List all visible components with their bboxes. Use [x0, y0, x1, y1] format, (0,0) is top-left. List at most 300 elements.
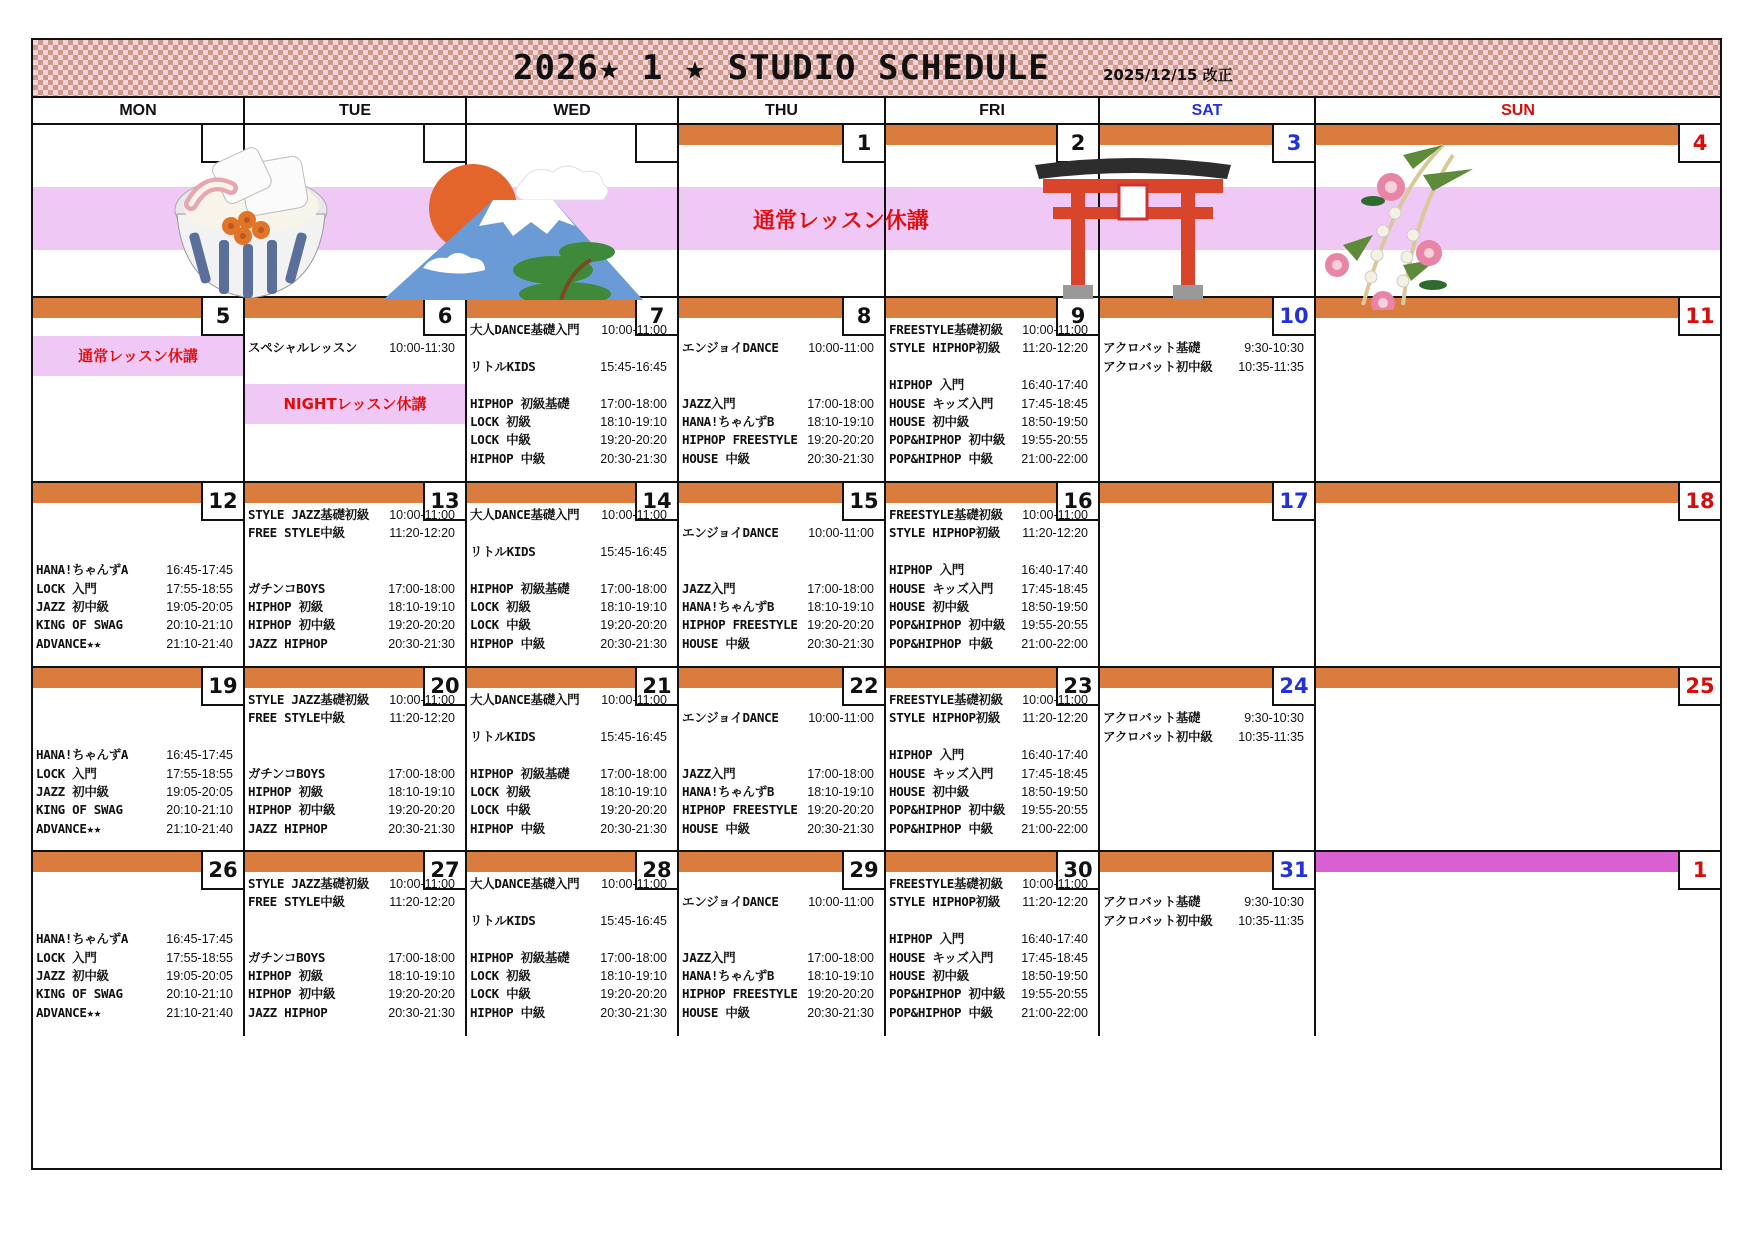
lesson-row: [889, 984, 1088, 1004]
lesson-name: ADVANCE★★: [36, 635, 102, 651]
day-number: 28: [635, 852, 677, 890]
day-number: 20: [423, 668, 465, 706]
lesson-row: [470, 800, 667, 820]
lesson-time: 18:10-19:10: [807, 969, 874, 983]
lesson-name: リトルKIDS: [470, 358, 536, 374]
lesson-time: 11:20-12:20: [1022, 526, 1088, 541]
weekday-header-mon: MON: [33, 98, 245, 125]
lesson-time: 18:10-19:10: [600, 785, 667, 799]
lesson-row: [248, 338, 455, 358]
lesson-time: 15:45-16:45: [600, 359, 667, 374]
lesson-row: [470, 357, 667, 377]
lesson-time: 17:00-18:00: [807, 396, 874, 411]
lesson-name: HOUSE 中級: [682, 635, 750, 651]
lesson-time: 17:55-18:55: [166, 581, 233, 596]
lesson-name: KING OF SWAG: [36, 802, 123, 818]
lesson-name: POP&HIPHOP 中級: [889, 1004, 993, 1020]
lesson-name: KING OF SWAG: [36, 617, 123, 633]
lesson-name: アクロバット基礎: [1103, 894, 1201, 910]
day-cell-30: [886, 852, 1100, 1036]
lesson-name: HOUSE キッズ入門: [889, 949, 994, 965]
lesson-time: 17:00-18:00: [600, 950, 667, 965]
lesson-row: [36, 948, 233, 968]
lesson-name: JAZZ入門: [682, 580, 736, 596]
lesson-name: HOUSE キッズ入門: [889, 580, 994, 596]
lesson-name: HANA!ちゃんずB: [682, 599, 775, 614]
lesson-row: [470, 727, 667, 747]
lesson-name: エンジョイDANCE: [682, 340, 779, 356]
lesson-row: [470, 542, 667, 562]
lesson-time: 10:00-11:00: [601, 693, 667, 707]
lesson-row: [470, 615, 667, 635]
lesson-name: KING OF SWAG: [36, 986, 123, 1002]
lesson-row: [248, 948, 455, 968]
lesson-name: HOUSE キッズ入門: [889, 765, 994, 781]
lesson-time: 16:40-17:40: [1021, 932, 1088, 947]
lesson-row: [682, 892, 874, 912]
lesson-time: 20:30-21:30: [600, 1005, 667, 1020]
lesson-time: 10:00-11:00: [808, 526, 874, 541]
day-cell-26: [33, 852, 245, 1036]
lesson-row: [682, 800, 874, 820]
lesson-name: HOUSE 初中級: [889, 414, 969, 429]
lesson-name: STYLE HIPHOP初級: [889, 525, 1001, 541]
lesson-time: 16:45-17:45: [166, 932, 233, 947]
lesson-time: 19:20-20:20: [807, 433, 874, 448]
lesson-name: JAZZ入門: [682, 395, 736, 411]
lesson-name: JAZZ HIPHOP: [248, 635, 328, 651]
lesson-name: HANA!ちゃんずA: [36, 931, 129, 947]
lesson-time: 10:00-11:00: [808, 895, 874, 910]
lesson-name: HIPHOP 中級: [470, 635, 545, 651]
lesson-row: [889, 505, 1088, 525]
lesson-row: [248, 966, 455, 986]
day-cell-15: [679, 483, 886, 668]
lesson-name: LOCK 入門: [36, 765, 97, 781]
day-cell-18: [1316, 483, 1720, 668]
torii-gate-icon: [1033, 145, 1233, 304]
lesson-row: [889, 819, 1088, 839]
day-number: 22: [842, 668, 884, 706]
lesson-name: POP&HIPHOP 初中級: [889, 617, 1006, 633]
lesson-name: ADVANCE★★: [36, 1004, 102, 1020]
day-cell-22: [679, 668, 886, 852]
lesson-row: [682, 634, 874, 654]
lesson-time: 18:50-19:50: [1021, 415, 1088, 429]
day-number: 27: [423, 852, 465, 890]
day-cell-9: [886, 298, 1100, 483]
lesson-time: 11:20-12:20: [1022, 711, 1088, 726]
lesson-row: [1103, 338, 1304, 358]
lesson-name: HIPHOP 入門: [889, 562, 964, 578]
lesson-time: 19:20-20:20: [388, 987, 455, 1002]
lesson-row: [36, 634, 233, 654]
day-number: 6: [423, 298, 465, 336]
lesson-time: 20:10-21:10: [166, 618, 233, 633]
lesson-row: [470, 430, 667, 450]
lesson-row: [889, 449, 1088, 469]
lesson-name: ガチンコBOYS: [248, 580, 326, 596]
lesson-time: 17:00-18:00: [388, 950, 455, 965]
lesson-time: 21:10-21:40: [166, 821, 233, 836]
lesson-row: [248, 800, 455, 820]
lesson-time: 20:10-21:10: [166, 803, 233, 818]
day-number: 9: [1056, 298, 1098, 336]
lesson-row: [889, 394, 1088, 414]
lesson-name: POP&HIPHOP 初中級: [889, 432, 1006, 448]
lesson-name: POP&HIPHOP 中級: [889, 635, 993, 651]
lesson-time: 19:20-20:20: [807, 803, 874, 818]
lesson-row: [889, 782, 1088, 802]
day-cell-19: [33, 668, 245, 852]
day-cell-5: [33, 298, 245, 483]
lesson-row: [36, 1003, 233, 1023]
lesson-time: 15:45-16:45: [600, 913, 667, 928]
day-number: 31: [1272, 852, 1314, 890]
lesson-time: 17:45-18:45: [1021, 950, 1088, 965]
lesson-row: [682, 708, 874, 728]
day-cell-25: [1316, 668, 1720, 852]
lesson-row: [889, 948, 1088, 968]
lesson-time: 18:50-19:50: [1021, 969, 1088, 983]
day-number: 7: [635, 298, 677, 336]
lesson-time: 10:00-11:00: [1022, 693, 1088, 707]
lesson-time: 19:20-20:20: [600, 987, 667, 1002]
lesson-time: 20:30-21:30: [600, 636, 667, 651]
lesson-name: STYLE HIPHOP初級: [889, 894, 1001, 910]
weekday-header-sun: SUN: [1316, 98, 1720, 125]
lesson-row: [889, 523, 1088, 543]
schedule-sheet: [31, 38, 1722, 1170]
lesson-time: 16:40-17:40: [1021, 378, 1088, 393]
lesson-name: HIPHOP 初中級: [248, 802, 336, 818]
lesson-name: FREE STYLE中級: [248, 525, 345, 541]
revised-date: 2025/12/15 改正: [1103, 66, 1233, 84]
lesson-row: [36, 984, 233, 1004]
lesson-row: [248, 523, 455, 543]
lesson-time: 17:45-18:45: [1021, 766, 1088, 781]
lesson-row: [889, 966, 1088, 986]
day-band: [1316, 483, 1720, 503]
lesson-time: 19:20-20:20: [807, 618, 874, 633]
lesson-row: [470, 1003, 667, 1023]
lesson-row: [889, 320, 1088, 340]
closed-notice: NIGHTレッスン休講: [245, 384, 465, 424]
lesson-row: [682, 523, 874, 543]
day-number: 25: [1678, 668, 1720, 706]
lesson-time: 11:20-12:20: [1022, 895, 1088, 910]
lesson-name: LOCK 中級: [470, 986, 531, 1002]
day-cell-20: [245, 668, 467, 852]
lesson-row: [248, 782, 455, 802]
lesson-name: HIPHOP 初級基礎: [470, 765, 570, 781]
lesson-name: FREESTYLE基礎初級: [889, 507, 1003, 522]
lesson-row: [682, 394, 874, 414]
lesson-time: 16:45-17:45: [166, 748, 233, 763]
lesson-row: [470, 690, 667, 710]
lesson-row: [36, 929, 233, 949]
lesson-row: [889, 597, 1088, 617]
day-cell-16: [886, 483, 1100, 668]
lesson-name: FREESTYLE基礎初級: [889, 322, 1003, 337]
lesson-row: [470, 505, 667, 525]
lesson-row: [682, 1003, 874, 1023]
lesson-row: [889, 338, 1088, 358]
day-cell-6: [245, 298, 467, 483]
lesson-time: 10:00-11:00: [389, 877, 455, 891]
lesson-name: STYLE HIPHOP初級: [889, 340, 1001, 356]
lesson-name: POP&HIPHOP 中級: [889, 820, 993, 836]
lesson-row: [682, 338, 874, 358]
day-cell-13: [245, 483, 467, 668]
day-number: 2: [1056, 125, 1098, 163]
lesson-time: 10:00-11:00: [389, 508, 455, 522]
lesson-row: [36, 560, 233, 580]
day-cell-28: [467, 852, 679, 1036]
lesson-row: [248, 505, 455, 525]
day-number: 15: [842, 483, 884, 521]
day-number: 16: [1056, 483, 1098, 521]
page-title: 2026★ 1 ★ STUDIO SCHEDULE: [513, 48, 1050, 88]
lesson-row: [36, 615, 233, 635]
lesson-time: 17:00-18:00: [600, 581, 667, 596]
lesson-name: ADVANCE★★: [36, 820, 102, 836]
lesson-name: JAZZ 初中級: [36, 599, 109, 614]
lesson-row: [682, 966, 874, 986]
lesson-time: 21:10-21:40: [166, 636, 233, 651]
lesson-time: 10:00-11:00: [1022, 877, 1088, 891]
soup-bowl-icon: [163, 140, 338, 309]
lesson-row: [470, 634, 667, 654]
lesson-row: [682, 449, 874, 469]
lesson-name: 大人DANCE基礎入門: [470, 507, 580, 522]
lesson-row: [889, 929, 1088, 949]
lesson-row: [682, 819, 874, 839]
lesson-row: [36, 597, 233, 617]
day-number: 1: [842, 125, 884, 163]
lesson-time: 19:05-20:05: [166, 785, 233, 799]
lesson-name: HOUSE 中級: [682, 1004, 750, 1020]
lesson-name: HANA!ちゃんずA: [36, 747, 129, 763]
lesson-time: 17:45-18:45: [1021, 581, 1088, 596]
lesson-row: [36, 745, 233, 765]
lesson-row: [248, 690, 455, 710]
day-number: 24: [1272, 668, 1314, 706]
lesson-name: LOCK 入門: [36, 580, 97, 596]
lesson-time: 18:10-19:10: [388, 969, 455, 983]
day-cell-14: [467, 483, 679, 668]
day-number: 10: [1272, 298, 1314, 336]
lesson-name: HOUSE 初中級: [889, 599, 969, 614]
lesson-row: [248, 634, 455, 654]
lesson-name: 大人DANCE基礎入門: [470, 322, 580, 337]
week1-closed-notice: 通常レッスン休講: [753, 209, 929, 234]
lesson-name: FREESTYLE基礎初級: [889, 692, 1003, 707]
lesson-time: 21:00-22:00: [1021, 821, 1088, 836]
lesson-name: LOCK 中級: [470, 802, 531, 818]
plum-blossom-icon: [1283, 135, 1503, 314]
day-number: 29: [842, 852, 884, 890]
lesson-time: 10:00-11:00: [1022, 323, 1088, 337]
lesson-time: 11:20-12:20: [389, 711, 455, 726]
lesson-name: リトルKIDS: [470, 912, 536, 928]
lesson-time: 17:00-18:00: [807, 581, 874, 596]
weekday-header-fri: FRI: [886, 98, 1100, 125]
lesson-time: 18:10-19:10: [388, 600, 455, 614]
lesson-row: [248, 984, 455, 1004]
lesson-name: HIPHOP FREESTYLE: [682, 617, 798, 633]
lesson-name: HIPHOP 初中級: [248, 617, 336, 633]
lesson-time: 15:45-16:45: [600, 544, 667, 559]
lesson-row: [248, 708, 455, 728]
day-number: 5: [201, 298, 243, 336]
day-number: 8: [842, 298, 884, 336]
day-cell-24: [1100, 668, 1316, 852]
lesson-name: HIPHOP FREESTYLE: [682, 802, 798, 818]
lesson-row: [470, 320, 667, 340]
lesson-time: 20:30-21:30: [807, 636, 874, 651]
lesson-row: [889, 375, 1088, 395]
lesson-row: [1103, 911, 1304, 931]
lesson-name: ガチンコBOYS: [248, 949, 326, 965]
lesson-time: 10:00-11:30: [389, 341, 455, 356]
lesson-name: LOCK 初級: [470, 414, 531, 429]
day-cell-21: [467, 668, 679, 852]
lesson-time: 17:00-18:00: [600, 766, 667, 781]
lesson-name: HIPHOP 初中級: [248, 986, 336, 1002]
lesson-time: 20:30-21:30: [388, 1005, 455, 1020]
day-number: 18: [1678, 483, 1720, 521]
lesson-name: ガチンコBOYS: [248, 765, 326, 781]
day-number: 3: [1272, 125, 1314, 163]
lesson-name: HANA!ちゃんずB: [682, 414, 775, 429]
lesson-name: HIPHOP 初級: [248, 784, 323, 799]
day-number: 12: [201, 483, 243, 521]
lesson-name: アクロバット初中級: [1103, 358, 1213, 374]
lesson-row: [36, 966, 233, 986]
lesson-row: [248, 615, 455, 635]
lesson-name: HIPHOP 初級基礎: [470, 580, 570, 596]
lesson-row: [889, 690, 1088, 710]
lesson-row: [1103, 727, 1304, 747]
lesson-name: HANA!ちゃんずB: [682, 968, 775, 983]
day-number: 17: [1272, 483, 1314, 521]
lesson-row: [470, 394, 667, 414]
lesson-time: 10:00-11:00: [601, 508, 667, 522]
lesson-time: 10:00-11:00: [389, 693, 455, 707]
lesson-time: 19:20-20:20: [388, 803, 455, 818]
day-number: 13: [423, 483, 465, 521]
day-cell-10: [1100, 298, 1316, 483]
lesson-row: [248, 764, 455, 784]
lesson-name: POP&HIPHOP 初中級: [889, 802, 1006, 818]
lesson-time: 17:55-18:55: [166, 950, 233, 965]
day-number: 26: [201, 852, 243, 890]
lesson-time: 11:20-12:20: [389, 895, 455, 910]
lesson-name: アクロバット初中級: [1103, 912, 1213, 928]
lesson-name: エンジョイDANCE: [682, 525, 779, 541]
lesson-name: HIPHOP 入門: [889, 747, 964, 763]
lesson-time: 18:10-19:10: [600, 600, 667, 614]
lesson-time: 9:30-10:30: [1244, 895, 1304, 910]
lesson-name: HIPHOP 初級基礎: [470, 949, 570, 965]
day-band: [1316, 852, 1720, 872]
lesson-row: [1103, 892, 1304, 912]
lesson-name: JAZZ 初中級: [36, 784, 109, 799]
lesson-name: HIPHOP 中級: [470, 450, 545, 466]
lesson-time: 21:00-22:00: [1021, 636, 1088, 651]
lesson-time: 10:00-11:00: [601, 323, 667, 337]
lesson-row: [1103, 357, 1304, 377]
lesson-row: [470, 819, 667, 839]
day-number: 14: [635, 483, 677, 521]
lesson-row: [470, 911, 667, 931]
lesson-name: LOCK 入門: [36, 949, 97, 965]
lesson-time: 18:10-19:10: [807, 785, 874, 799]
lesson-name: LOCK 初級: [470, 968, 531, 983]
lesson-time: 9:30-10:30: [1244, 341, 1304, 356]
lesson-time: 18:10-19:10: [600, 415, 667, 429]
lesson-name: アクロバット基礎: [1103, 340, 1201, 356]
lesson-name: HANA!ちゃんずB: [682, 784, 775, 799]
lesson-row: [248, 597, 455, 617]
lesson-name: JAZZ入門: [682, 949, 736, 965]
lesson-row: [889, 764, 1088, 784]
lesson-time: 21:00-22:00: [1021, 1005, 1088, 1020]
lesson-name: HIPHOP 中級: [470, 820, 545, 836]
lesson-time: 11:20-12:20: [389, 526, 455, 541]
lesson-name: HIPHOP 入門: [889, 931, 964, 947]
lesson-name: リトルKIDS: [470, 543, 536, 559]
lesson-time: 19:20-20:20: [600, 618, 667, 633]
lesson-name: リトルKIDS: [470, 728, 536, 744]
lesson-time: 17:00-18:00: [807, 950, 874, 965]
lesson-name: JAZZ入門: [682, 765, 736, 781]
lesson-row: [889, 708, 1088, 728]
lesson-row: [470, 984, 667, 1004]
lesson-time: 20:30-21:30: [807, 451, 874, 466]
lesson-name: HOUSE 中級: [682, 450, 750, 466]
lesson-time: 18:10-19:10: [388, 785, 455, 799]
day-cell-23: [886, 668, 1100, 852]
lesson-name: HIPHOP 初級: [248, 968, 323, 983]
lesson-time: 20:30-21:30: [807, 1005, 874, 1020]
lesson-row: [36, 819, 233, 839]
lesson-row: [682, 579, 874, 599]
lesson-time: 18:10-19:10: [807, 600, 874, 614]
lesson-name: STYLE JAZZ基礎初級: [248, 507, 370, 522]
lesson-row: [889, 615, 1088, 635]
lesson-time: 20:30-21:30: [388, 821, 455, 836]
lesson-row: [248, 579, 455, 599]
day-cell-1: [1316, 852, 1720, 1036]
lesson-name: HIPHOP 入門: [889, 377, 964, 393]
lesson-row: [889, 430, 1088, 450]
lesson-time: 19:20-20:20: [600, 433, 667, 448]
lesson-time: 17:00-18:00: [388, 766, 455, 781]
lesson-name: HIPHOP 中級: [470, 1004, 545, 1020]
lesson-row: [889, 634, 1088, 654]
lesson-time: 9:30-10:30: [1244, 711, 1304, 726]
lesson-time: 16:45-17:45: [166, 563, 233, 578]
lesson-row: [682, 948, 874, 968]
lesson-time: 17:00-18:00: [600, 396, 667, 411]
closed-notice: 通常レッスン休講: [33, 336, 243, 376]
lesson-row: [470, 579, 667, 599]
weekday-header-tue: TUE: [245, 98, 467, 125]
lesson-row: [470, 412, 667, 432]
lesson-name: JAZZ HIPHOP: [248, 1004, 328, 1020]
